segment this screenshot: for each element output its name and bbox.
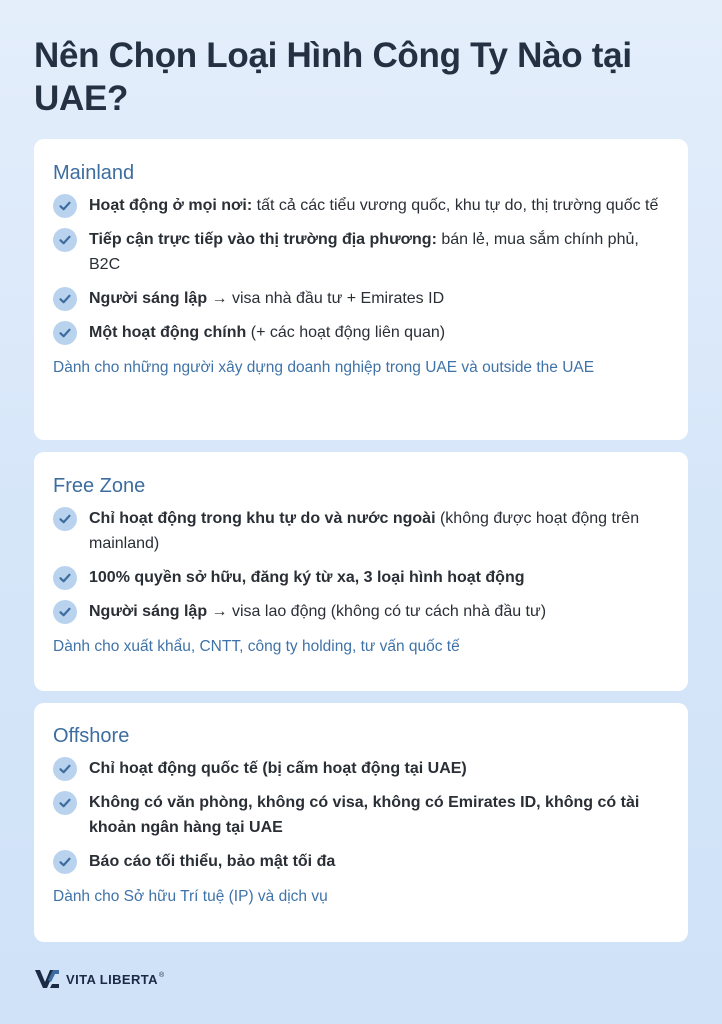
item-text <box>89 565 670 590</box>
item-text <box>89 286 670 311</box>
card-mainland <box>34 139 688 440</box>
brand-registered-mark: ® <box>158 971 165 979</box>
list-item <box>53 193 670 218</box>
list-item <box>53 790 670 840</box>
item-text <box>89 506 670 556</box>
list-item <box>53 286 670 311</box>
item-bold-text: Không có văn phòng, không có visa, không có Emirates ID, không có tài khoản ngân hàng tại UAE <box>89 794 640 836</box>
item-text <box>89 756 670 781</box>
brand-footer <box>34 968 164 990</box>
check-icon <box>53 791 77 815</box>
item-bold-text: Báo cáo tối thiểu, bảo mật tối đa <box>89 853 336 870</box>
item-bold-text: Người sáng lập <box>89 603 208 620</box>
check-icon <box>53 194 77 218</box>
item-text <box>89 599 670 624</box>
check-icon <box>53 228 77 252</box>
item-rest-text: (không được hoạt động trên mainland) <box>89 510 640 552</box>
item-bold-text: 100% quyền sở hữu, đăng ký từ xa, 3 loại hình hoạt động <box>89 569 525 586</box>
list-item <box>53 565 670 590</box>
list-item <box>53 849 670 874</box>
item-bold-text: Hoạt động ở mọi nơi: <box>89 197 253 214</box>
card-title-mainland: Mainland <box>53 162 135 184</box>
item-text <box>89 227 670 277</box>
item-bold-text: Một hoạt động chính <box>89 324 247 341</box>
item-bold-text: Chỉ hoạt động quốc tế (bị cấm hoạt động tại UAE) <box>89 760 467 777</box>
item-bold-text: Tiếp cận trực tiếp vào thị trường địa phương: <box>89 231 437 248</box>
card-offshore <box>34 703 688 942</box>
item-bold-text: Chỉ hoạt động trong khu tự do và nước ngoài <box>89 510 436 527</box>
check-icon <box>53 566 77 590</box>
card-free-zone <box>34 452 688 691</box>
item-text <box>89 193 670 218</box>
item-bold-text: Người sáng lập <box>89 290 208 307</box>
card-note-offshore: Dành cho Sở hữu Trí tuệ (IP) và dịch vụ <box>53 888 328 905</box>
list-item <box>53 599 670 624</box>
item-list <box>53 756 670 874</box>
item-list <box>53 506 670 624</box>
item-text <box>89 849 670 874</box>
card-title-free-zone: Free Zone <box>53 475 146 497</box>
item-rest-text: bán lẻ, mua sắm chính phủ, B2C <box>89 231 639 273</box>
item-text <box>89 790 670 840</box>
card-note-mainland: Dành cho những người xây dựng doanh nghiệp trong UAE và outside the UAE <box>53 359 595 376</box>
check-icon <box>53 600 77 624</box>
item-text <box>89 320 670 345</box>
item-rest-text: (+ các hoạt động liên quan) <box>246 324 446 341</box>
check-icon <box>53 287 77 311</box>
list-item <box>53 320 670 345</box>
list-item <box>53 227 670 277</box>
item-list <box>53 193 670 345</box>
brand-name: VITA LIBERTA <box>66 971 158 987</box>
vita-liberta-logo-icon <box>34 968 60 990</box>
check-icon <box>53 507 77 531</box>
item-rest-text: → visa nhà đầu tư + Emirates ID <box>207 290 445 307</box>
check-icon <box>53 757 77 781</box>
check-icon <box>53 321 77 345</box>
item-rest-text: tất cả các tiểu vương quốc, khu tự do, thị trường quốc tế <box>252 197 659 214</box>
page-title: Nên Chọn Loại Hình Công Ty Nào tại UAE? <box>34 36 632 118</box>
card-title-offshore: Offshore <box>53 725 130 747</box>
card-note-free-zone: Dành cho xuất khẩu, CNTT, công ty holding, tư vấn quốc tế <box>53 638 460 655</box>
list-item <box>53 506 670 556</box>
check-icon <box>53 850 77 874</box>
item-rest-text: → visa lao động (không có tư cách nhà đầu tư) <box>207 603 547 620</box>
list-item <box>53 756 670 781</box>
